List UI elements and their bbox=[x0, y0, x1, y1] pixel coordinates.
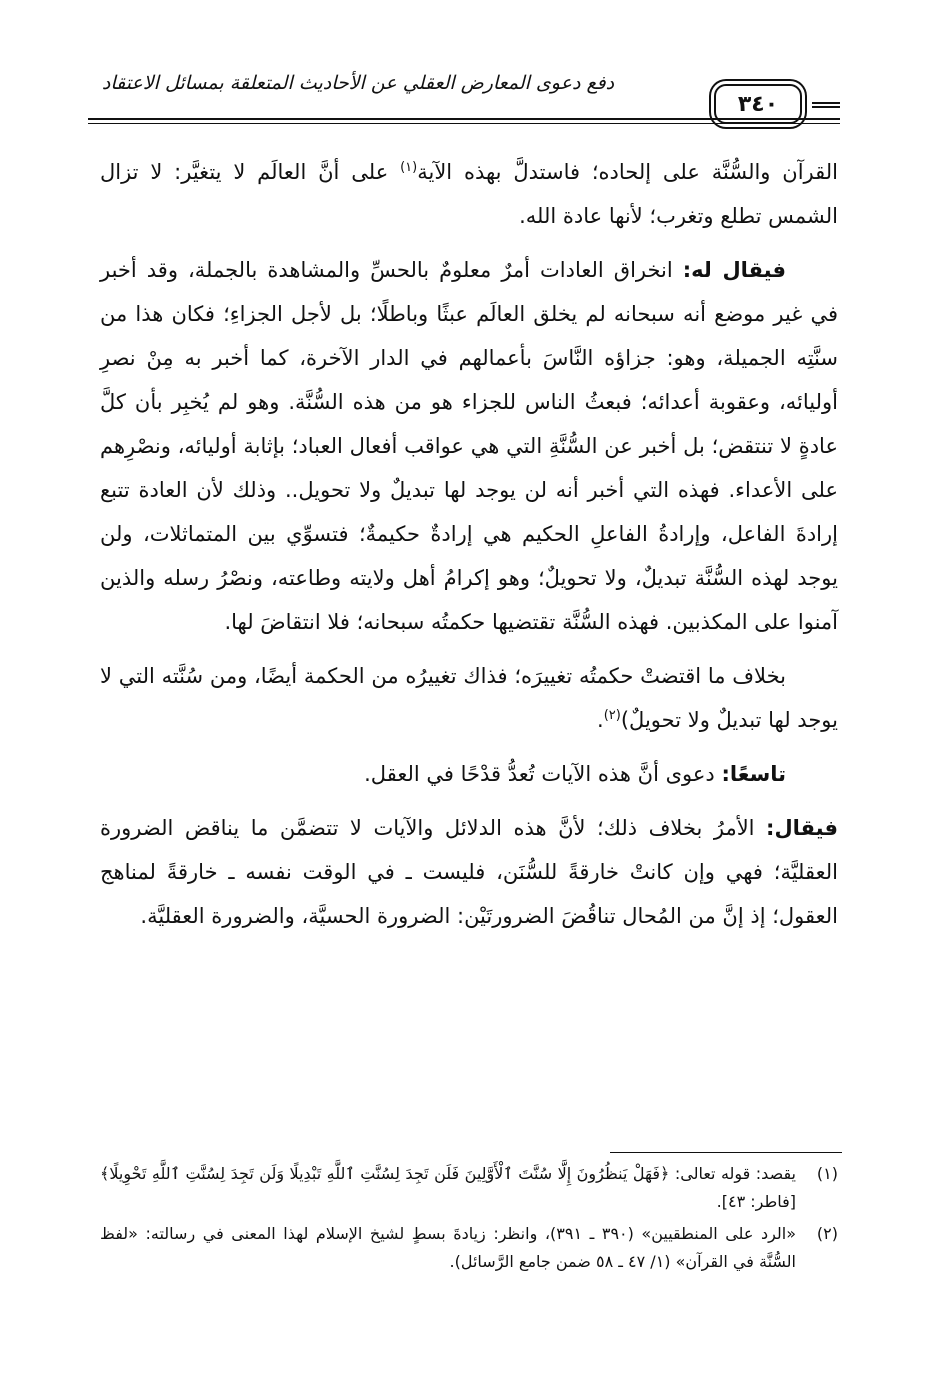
paragraph-lead: تاسعًا: bbox=[721, 762, 786, 786]
footnote-1 bbox=[100, 1160, 838, 1216]
running-title: دفع دعوى المعارض العقلي عن الأحاديث المتعلقة بمسائل الاعتقاد bbox=[101, 72, 615, 94]
footnote-separator bbox=[610, 1152, 842, 1153]
paragraph-text: بخلاف ما اقتضتْ حكمتُه تغييرَه؛ فذاك تغييرُه من الحكمة أيضًا، ومن سُنَّته التي لا يوجد لها تبديلٌ ولا تحويلٌ) bbox=[100, 664, 838, 732]
main-text bbox=[100, 150, 838, 948]
paragraph-text: الأمرُ بخلاف ذلك؛ لأنَّ هذه الدلائل والآيات لا تتضمَّن ما يناقض الضرورة العقليَّة؛ فهي وإن كانتْ خارقةً للسُّنَن، فليست ـ في الوقت نفسه ـ خارقةً لمناهج العقول؛ إذ إنَّ من المُحال تناقُضَ الضرورتَيْن: الضرورة الحسيَّة، والضرورة العقليَّة. bbox=[100, 816, 838, 928]
paragraph-lead: فيقال: bbox=[766, 816, 838, 840]
paragraph-2 bbox=[100, 248, 838, 644]
paragraph-1 bbox=[100, 150, 838, 238]
paragraph-lead: فيقال له: bbox=[682, 258, 786, 282]
header-rule-thin bbox=[88, 123, 840, 124]
footnote-text: يقصد: قوله تعالى: ﴿فَهَلْ يَنظُرُونَ إِلَّا سُنَّتَ ٱلْأَوَّلِينَ فَلَن تَجِدَ لِسُنَّتِ ٱللَّهِ تَبْدِيلًا وَلَن تَجِدَ لِسُنَّتِ ٱللَّهِ تَحْوِيلًا﴾ [فاطر: ٤٣]. bbox=[100, 1164, 796, 1211]
footnote-number: (٢) bbox=[816, 1224, 838, 1243]
footnote-2 bbox=[100, 1220, 838, 1276]
paragraph-text: انخراق العادات أمرٌ معلومٌ بالحسِّ والمشاهدة بالجملة، وقد أخبر في غير موضع أنه سبحانه لم يخلق العالَم عبثًا وباطلًا؛ بل لأجل الجزاءِ؛ فكان هذا من سنَّتِه الجميلة، وهو: جزاؤه النَّاسَ بأعمالهم في الدار الآخرة، كما أخبر به مِنْ نصرِ أوليائه، وعقوبة أعدائه؛ فبعثُ الناس للجزاء هو من هذه السُّنَّة. وهو لم يُخبِر بأن كلَّ عادةٍ لا تنتقض؛ بل أخبر عن السُّنَّةِ التي هي عواقب أفعال العباد؛ بإثابة أوليائه، ونصْرِهم على الأعداء. فهذه التي أخبر أنه لن يوجد لها تبديلٌ ولا تحويل.. وذلك لأن العادة تتبع إرادةَ الفاعل، وإرادةُ الفاعلِ الحكيم هي إرادةٌ حكيمةٌ؛ فتسوِّي بين المتماثلات، ولن يوجد لهذه السُّنَّة تبديلٌ، ولا تحويلٌ؛ وهو إكرامُ أهل ولايته وطاعته، ونصْرُ رسله والذين آمنوا على المكذبين. فهذه السُّنَّة تقتضيها حكمتُه سبحانه؛ فلا انتقاضَ لها. bbox=[100, 258, 838, 634]
header-ornament-dash bbox=[812, 102, 840, 108]
footnote-reference[interactable]: (١) bbox=[400, 160, 418, 175]
page-header bbox=[88, 62, 840, 130]
footnote-text: «الرد على المنطقيين» (٣٩٠ ـ ٣٩١)، وانظر: زيادةَ بسطٍ لشيخ الإسلام لهذا المعنى في رسالته: «لفظ السُّنَّة في القرآن» (١/ ٤٧ ـ ٥٨ ضمن جامع الرَّسائل). bbox=[100, 1224, 797, 1271]
page-number-badge: ٣٤٠ bbox=[714, 84, 802, 124]
paragraph-text: القرآن والسُّنَّة على إلحاده؛ فاستدلَّ بهذه الآية bbox=[417, 160, 838, 184]
paragraph-text: على أنَّ العالَم لا يتغيَّر: لا تزال الشمس تطلع وتغرب؛ لأنها عادة الله. bbox=[100, 160, 838, 228]
paragraph-5 bbox=[100, 806, 838, 938]
footnote-reference[interactable]: (٢) bbox=[603, 708, 621, 723]
paragraph-text: دعوى أنَّ هذه الآيات تُعدُّ قدْحًا في العقل. bbox=[364, 762, 722, 786]
paragraph-3 bbox=[100, 654, 838, 742]
paragraph-text: . bbox=[597, 708, 604, 732]
paragraph-4 bbox=[100, 752, 838, 796]
footnotes bbox=[100, 1160, 838, 1280]
footnote-number: (١) bbox=[816, 1164, 838, 1183]
header-rule bbox=[88, 118, 840, 120]
